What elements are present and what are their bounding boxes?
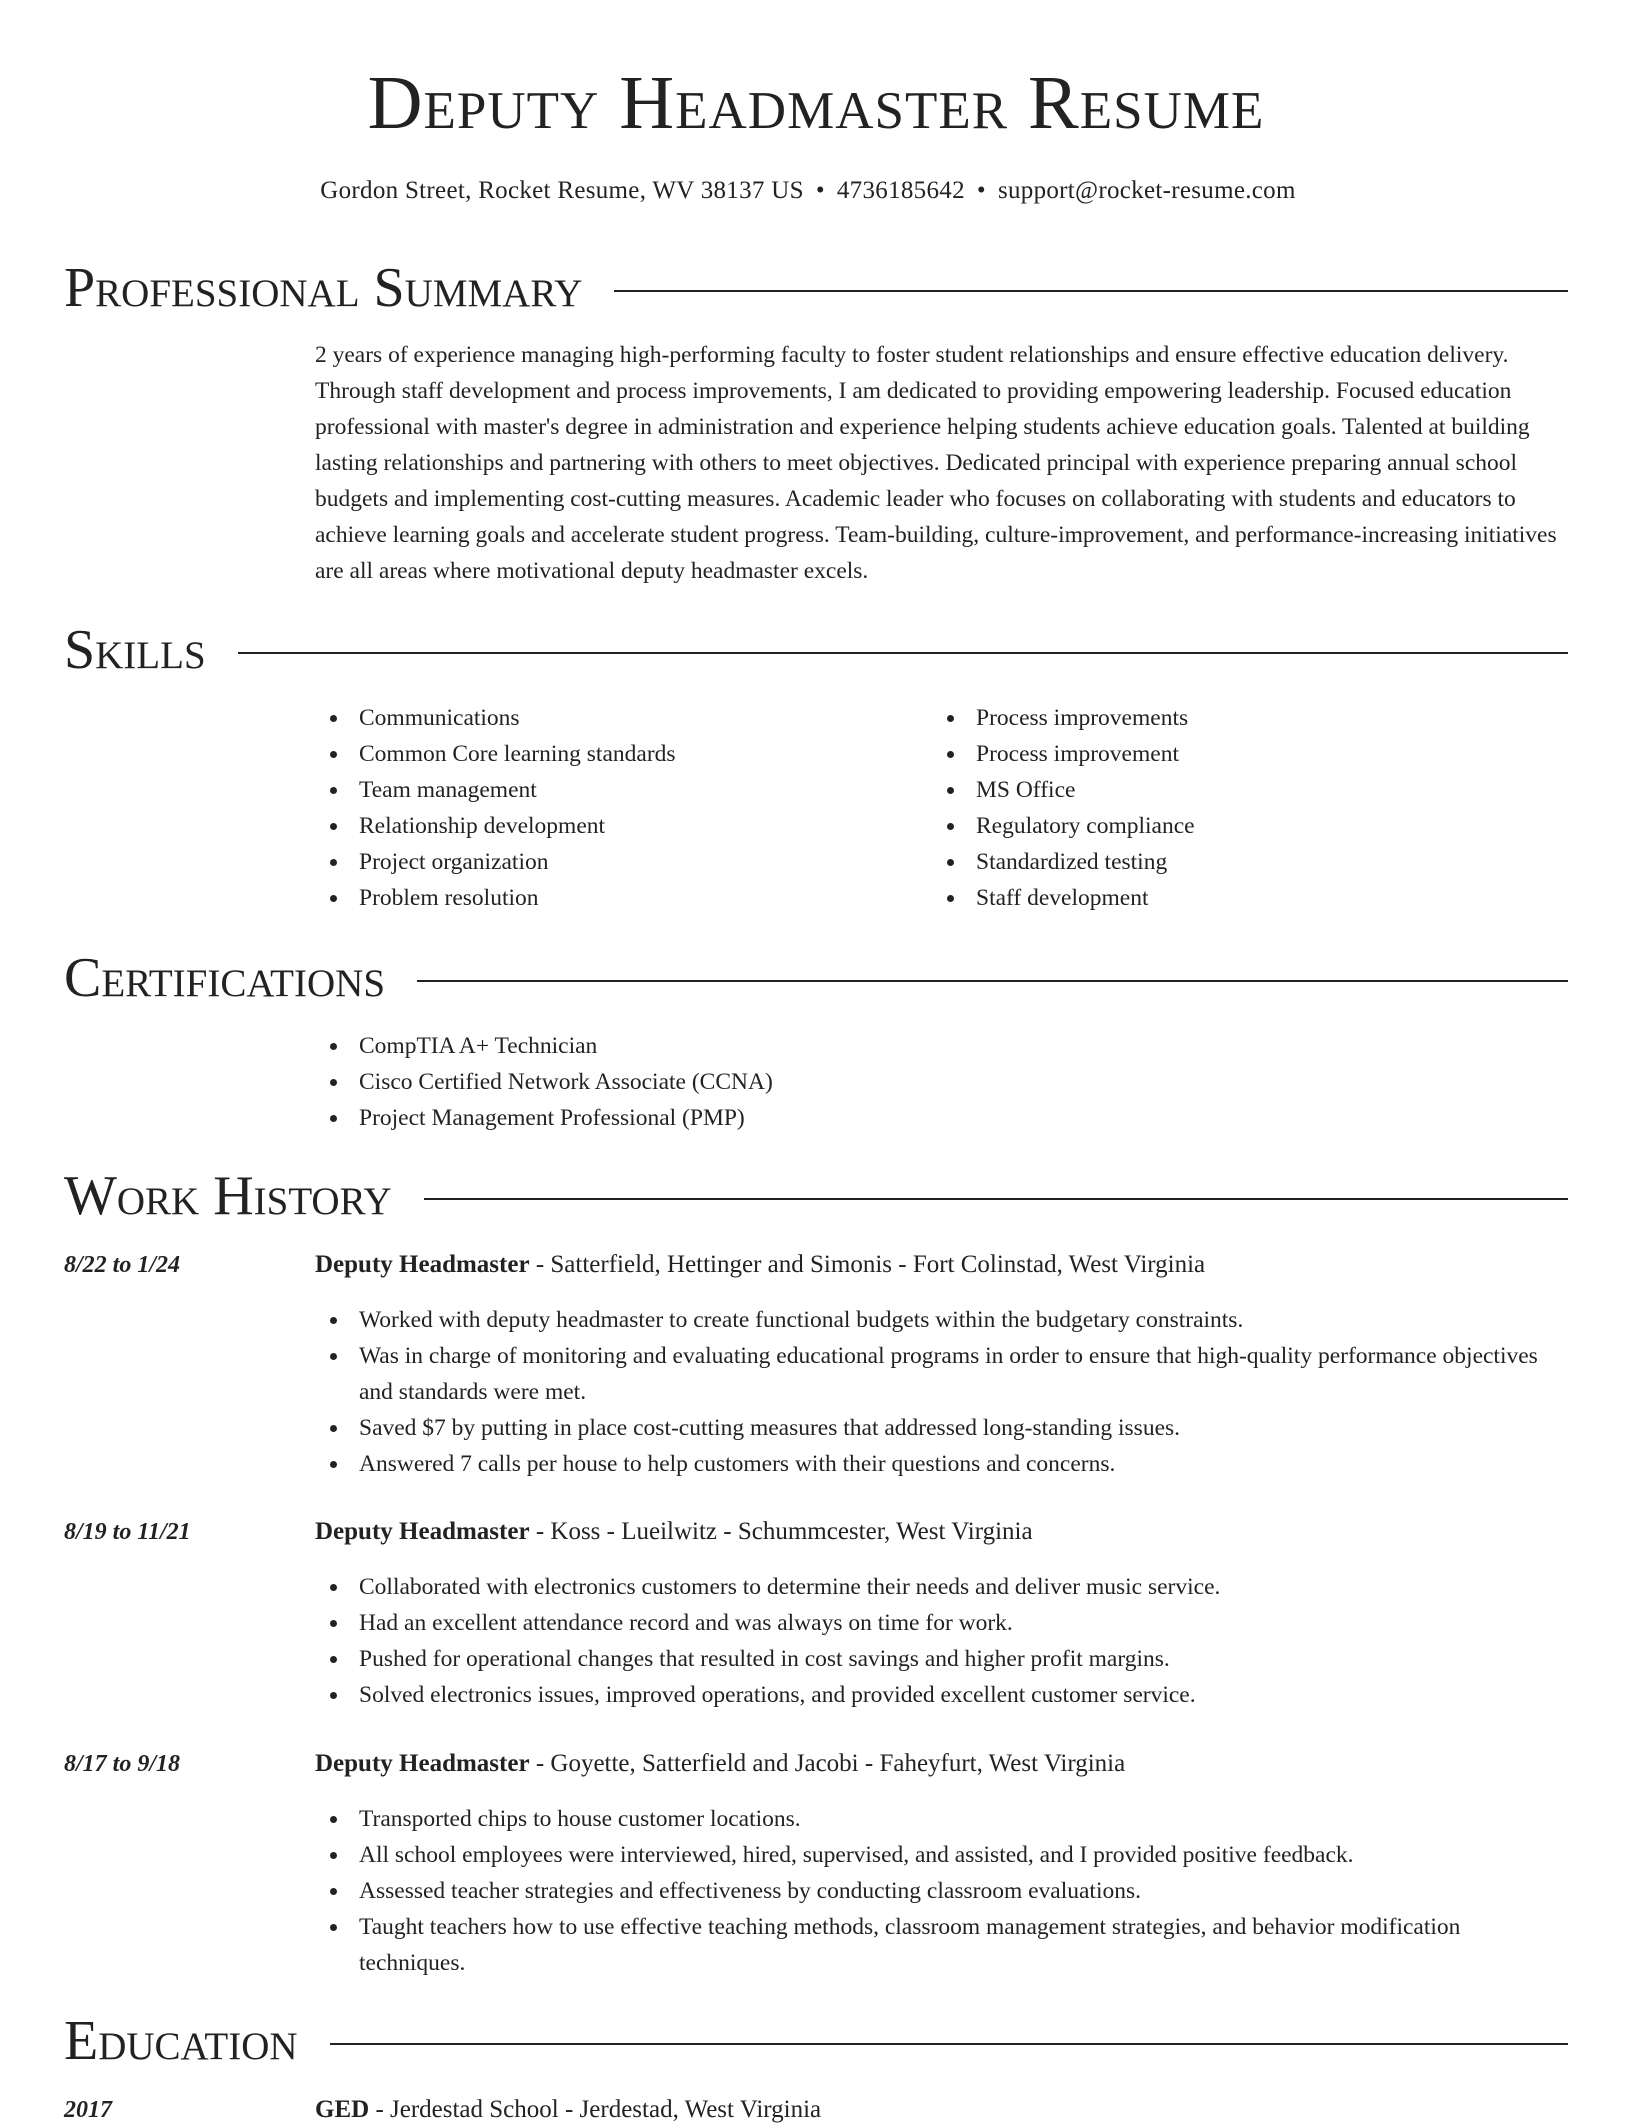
job-heading <box>315 1746 1570 1782</box>
section-title: Work History <box>64 1165 392 1227</box>
job-heading <box>315 1514 1570 1550</box>
job-duty: Answered 7 calls per house to help customers with their questions and concerns. <box>315 1446 1570 1482</box>
section-divider <box>614 290 1568 292</box>
skill-item: Communications <box>315 700 915 736</box>
skill-item: Problem resolution <box>315 880 915 916</box>
job-duty: All school employees were interviewed, hired, supervised, and assisted, and I provided positive feedback. <box>315 1837 1570 1873</box>
skill-item: Process improvements <box>932 700 1532 736</box>
skills-list-right <box>932 700 1532 916</box>
job-duty: Worked with deputy headmaster to create functional budgets within the budgetary constraints. <box>315 1302 1570 1338</box>
summary-text: 2 years of experience managing high-performing faculty to foster student relationships and ensure effective education delivery. Through staff development and process improvements, I am dedicated to providing empowering leadership. Focused education professional with master's degree in administration and experience helping students achieve education goals. Talented at building lasting relationships and partnering with others to meet objectives. Dedicated principal with experience preparing annual school budgets and implementing cost-cutting measures. Academic leader who focuses on collaborating with students and educators to achieve learning goals and accelerate student progress. Team-building, culture-improvement, and performance-increasing initiatives are all areas where motivational deputy headmaster excels. <box>315 342 1557 584</box>
skill-item: Staff development <box>932 880 1532 916</box>
education-degree: GED <box>315 2096 370 2123</box>
job-duties-list <box>315 1302 1570 1482</box>
section-title: Skills <box>64 619 206 681</box>
job-duty: Solved electronics issues, improved operations, and provided excellent customer service. <box>315 1677 1570 1713</box>
contact-line <box>0 173 1616 209</box>
job-duties-list <box>315 1569 1570 1713</box>
job-duty: Was in charge of monitoring and evaluating educational programs in order to ensure that high-quality performance objectives and standards were met. <box>315 1338 1570 1410</box>
section-title: Professional Summary <box>64 257 583 319</box>
section-divider <box>417 980 1568 982</box>
job-duty: Assessed teacher strategies and effectiveness by conducting classroom evaluations. <box>315 1873 1570 1909</box>
certifications-section-header <box>64 943 1568 1013</box>
skills-list-left <box>315 700 915 916</box>
job-employer: - Koss - Lueilwitz - Schummcester, West Virginia <box>529 1518 1033 1545</box>
job-title: Deputy Headmaster <box>315 1750 530 1777</box>
job-heading <box>315 1247 1570 1283</box>
job-employer: - Satterfield, Hettinger and Simonis - Fort Colinstad, West Virginia <box>529 1251 1206 1278</box>
skill-item: Relationship development <box>315 808 915 844</box>
job-duty: Had an excellent attendance record and was always on time for work. <box>315 1605 1570 1641</box>
skills-section-header <box>64 615 1568 685</box>
skill-item: Common Core learning standards <box>315 736 915 772</box>
job-dates: 8/22 to 1/24 <box>64 1252 181 1278</box>
skill-item: MS Office <box>932 772 1532 808</box>
section-divider <box>238 652 1568 654</box>
job-dates: 8/17 to 9/18 <box>64 1751 181 1777</box>
certifications-list <box>315 1028 1570 1136</box>
job-duty: Saved $7 by putting in place cost-cutting measures that addressed long-standing issues. <box>315 1410 1570 1446</box>
education-section-header <box>64 2006 1568 2076</box>
certification-item: Project Management Professional (PMP) <box>315 1100 1570 1136</box>
skill-item: Standardized testing <box>932 844 1532 880</box>
section-title: Education <box>64 2010 298 2072</box>
job-dates: 8/19 to 11/21 <box>64 1519 191 1545</box>
section-divider <box>330 2043 1568 2045</box>
education-heading <box>315 2092 1570 2128</box>
section-divider <box>424 1198 1568 1200</box>
job-title: Deputy Headmaster <box>315 1518 530 1545</box>
job-title: Deputy Headmaster <box>315 1251 530 1278</box>
summary-section-header <box>64 253 1568 323</box>
phone: 4736185642 <box>836 177 965 204</box>
section-title: Certifications <box>64 947 386 1009</box>
skill-item: Project organization <box>315 844 915 880</box>
contact-separator: • <box>976 177 986 204</box>
job-duty: Pushed for operational changes that resulted in cost savings and higher profit margins. <box>315 1641 1570 1677</box>
job-duties-list <box>315 1801 1570 1981</box>
certification-item: CompTIA A+ Technician <box>315 1028 1570 1064</box>
skill-item: Process improvement <box>932 736 1532 772</box>
certification-item: Cisco Certified Network Associate (CCNA) <box>315 1064 1570 1100</box>
skill-item: Regulatory compliance <box>932 808 1532 844</box>
work-history-section-header <box>64 1161 1568 1231</box>
education-year: 2017 <box>64 2097 112 2123</box>
address: Gordon Street, Rocket Resume, WV 38137 US <box>320 177 804 204</box>
email: support@rocket-resume.com <box>997 177 1296 204</box>
education-school: - Jerdestad School - Jerdestad, West Virginia <box>369 2096 822 2123</box>
job-employer: - Goyette, Satterfield and Jacobi - Faheyfurt, West Virginia <box>529 1750 1126 1777</box>
resume-title: Deputy Headmaster Resume <box>367 61 1265 145</box>
skill-item: Team management <box>315 772 915 808</box>
contact-separator: • <box>815 177 825 204</box>
job-duty: Transported chips to house customer locations. <box>315 1801 1570 1837</box>
job-duty: Collaborated with electronics customers to determine their needs and deliver music service. <box>315 1569 1570 1605</box>
job-duty: Taught teachers how to use effective teaching methods, classroom management strategies, and behavior modification techniques. <box>315 1909 1570 1981</box>
